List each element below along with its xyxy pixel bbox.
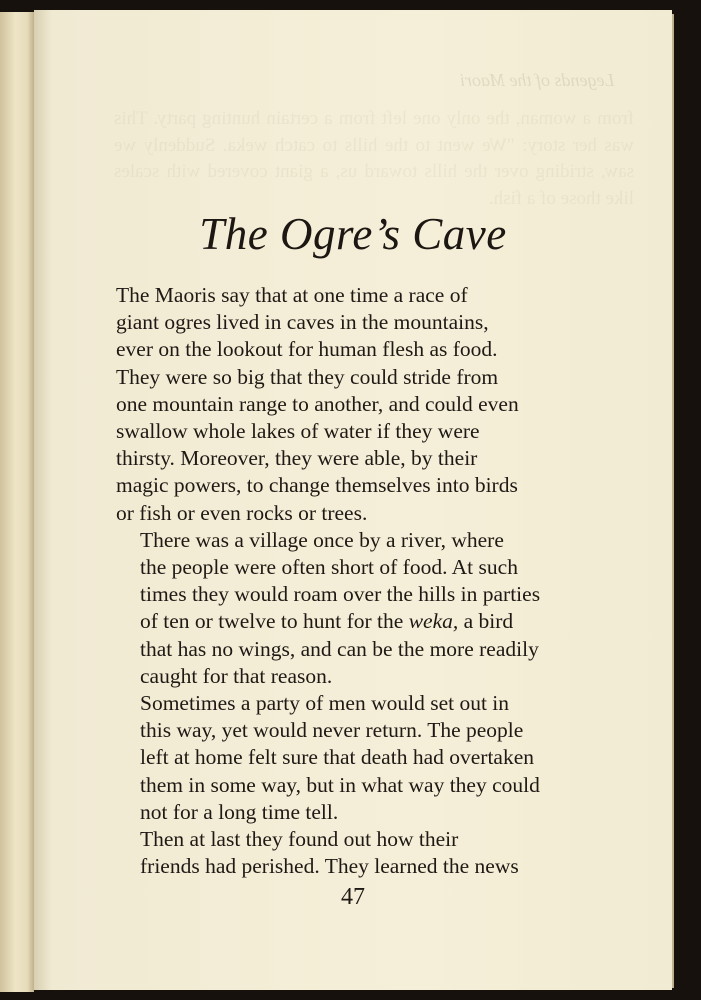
text-line: them in some way, but in what way they could	[140, 772, 540, 797]
text-line: There was a village once by a river, where	[140, 527, 504, 552]
text-line: or fish or even rocks or trees.	[116, 500, 368, 525]
text-line: ever on the lookout for human flesh as food.	[116, 337, 498, 362]
left-page-edge	[0, 12, 34, 992]
text-line: that has no wings, and can be the more readily	[140, 636, 539, 661]
text-line: magic powers, to change themselves into birds	[116, 473, 518, 498]
text-line: left at home felt sure that death had overtaken	[140, 745, 535, 770]
body-text	[116, 282, 604, 880]
text-segment: a bird	[458, 609, 514, 634]
paragraph	[116, 690, 604, 826]
text-line	[116, 608, 604, 635]
text-line: one mountain range to another, and could even	[116, 391, 519, 416]
italic-word: weka,	[408, 609, 459, 634]
text-line: thirsty. Moreover, they were able, by their	[116, 446, 478, 471]
text-line: swallow whole lakes of water if they were	[116, 419, 480, 444]
text-line: this way, yet would never return. The people	[140, 718, 524, 743]
show-through-header: Legends of the Maori	[459, 70, 614, 90]
text-line: friends had perished. They learned the news	[140, 854, 519, 879]
chapter-title: The Ogre’s Cave	[199, 209, 507, 259]
page-number: 47	[341, 884, 365, 910]
text-line: times they would roam over the hills in parties	[140, 582, 541, 607]
text-segment: of ten or twelve to hunt for the	[140, 609, 409, 634]
text-line: the people were often short of food. At such	[140, 555, 518, 580]
show-through-text: from a woman, the only one left from a certain hunting party. This was her story: "We went to the hills to catch weka. Suddenly we saw, striding over the hills toward us, a giant covered with scales like those of a fish.	[114, 108, 634, 209]
text-line: giant ogres lived in caves in the mountains,	[116, 310, 489, 335]
text-line: They were so big that they could stride from	[116, 364, 499, 389]
paragraph	[116, 826, 604, 880]
paragraph	[116, 282, 604, 527]
book-page	[34, 10, 672, 990]
text-line: not for a long time tell.	[140, 799, 339, 824]
text-line: Then at last they found out how their	[140, 827, 459, 852]
text-line: The Maoris say that at one time a race of	[116, 283, 468, 307]
text-line: Sometimes a party of men would set out in	[140, 691, 510, 716]
text-line: caught for that reason.	[140, 663, 333, 688]
paragraph	[116, 527, 604, 690]
